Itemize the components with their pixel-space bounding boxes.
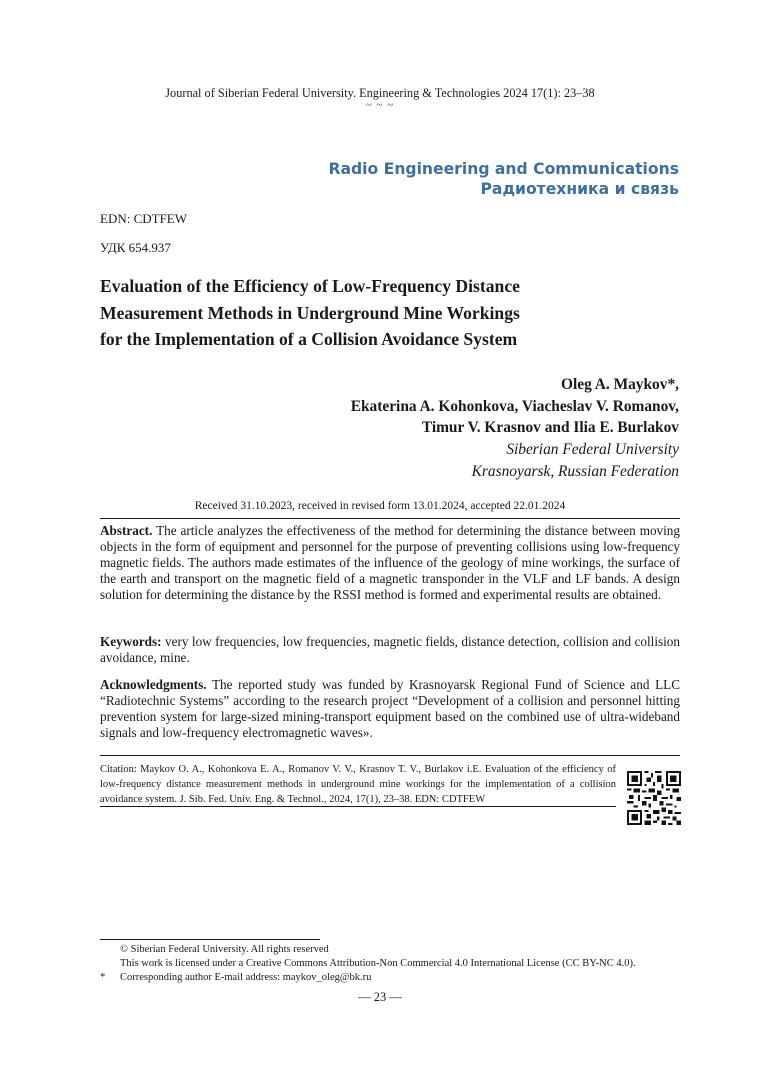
location: Krasnoyarsk, Russian Federation (471, 462, 679, 480)
abstract (100, 523, 680, 603)
edn-label: EDN: CDTFEW (100, 211, 188, 226)
paper-title (100, 273, 600, 353)
keywords-text: very low frequencies, low frequencies, magnetic fields, distance detection, collision and collision avoidance, mine. (100, 634, 680, 666)
acknowledgments (100, 677, 680, 741)
title-line: Evaluation of the Efficiency of Low-Frequency Distance (100, 276, 520, 296)
keywords (100, 634, 680, 666)
acknowledgments-text: The reported study was funded by Krasnoyarsk Regional Fund of Science and LLC “Radiotechnic Systems” according to the research project “Development of a collision and personnel hitting prevention system for large-sized mining-transport equipment based on the combined use of ultra-wideband signals and low-frequency electromagnetic waves». (100, 677, 680, 741)
divider (100, 518, 680, 519)
license-note: This work is licensed under a Creative Commons Attribution-Non Commercial 4.0 International License (CC BY-NC 4.0). (120, 958, 636, 969)
title-line: for the Implementation of a Collision Avoidance System (100, 329, 518, 350)
copyright-note: © Siberian Federal University. All rights reserved (120, 944, 329, 955)
author-block (351, 374, 679, 483)
page-number: — 23 — (358, 990, 402, 1004)
keywords-label: Keywords: (100, 634, 162, 649)
header-separator: ~ ~ ~ (365, 99, 395, 111)
title-line: Measurement Methods in Underground Mine Workings (100, 302, 520, 323)
abstract-label: Abstract. (100, 523, 153, 538)
corresponding-author: Corresponding author E-mail address: maykov_oleg@bk.ru (120, 972, 372, 983)
received-dates: Received 31.10.2023, received in revised form 13.01.2024, accepted 22.01.2024 (194, 500, 566, 512)
footnote-marker: * (100, 972, 106, 983)
affiliation: Siberian Federal University (506, 441, 679, 459)
citation: Citation: Maykov O. A., Kohonkova E. A., Romanov V. V., Krasnov T. V., Burlakov i.E. Evaluation of the efficiency of low-frequency distance measurement methods in underground mine workings for the implementation of a collision avoidance system. J. Sib. Fed. Univ. Eng. & Technol., 2024, 17(1), 23–38. EDN: CDTFEW (100, 764, 616, 805)
abstract-text: The article analyzes the effectiveness of the method for determining the distance between moving objects in the form of equipment and personnel for the purpose of preventing collisions using low-frequency magnetic fields. The authors made estimates of the influence of the geology of mine workings, the surface of the earth and transport on the magnetic field of a magnetic transponder in the VLF and LF bands. A design solution for determining the distance by the RSSI method is formed and experimental results are obtained. (100, 523, 680, 603)
udc-label: УДК 654.937 (100, 240, 171, 255)
acknowledgments-label: Acknowledgments. (100, 677, 207, 692)
journal-header: Journal of Siberian Federal University. Engineering & Technologies 2024 17(1): 23–38 (165, 86, 595, 100)
author-line: Timur V. Krasnov and Ilia E. Burlakov (421, 419, 679, 437)
divider (100, 755, 680, 756)
section-russian: Радиотехника и связь (480, 180, 679, 198)
footnote-rule (100, 939, 320, 940)
section-english: Radio Engineering and Communications (328, 160, 679, 178)
section-heading (328, 159, 679, 199)
author-line: Ekaterina A. Kohonkova, Viacheslav V. Romanov, (350, 397, 679, 415)
citation-rule (100, 806, 616, 807)
qr-code (627, 771, 681, 825)
author-line: Oleg A. Maykov*, (561, 376, 679, 393)
